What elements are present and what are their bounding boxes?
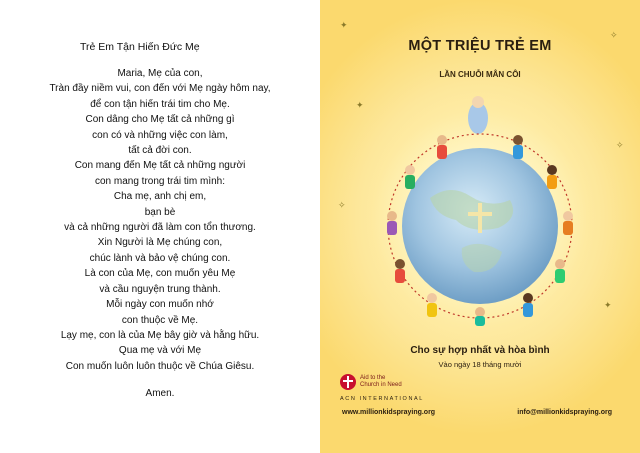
prayer-line: Mỗi ngày con muốn nhớ <box>106 299 214 311</box>
sparkle-icon: ✧ <box>338 200 346 210</box>
prayer-line: con mang trong trái tim mình: <box>94 175 226 187</box>
cover-page <box>320 0 640 453</box>
tagline: Cho sự hợp nhất và hòa bình <box>410 345 550 356</box>
acn-logo <box>340 374 430 408</box>
prayer-line: Tràn đầy niềm vui, con đến với Mẹ ngày hôm nay, <box>49 83 271 95</box>
prayer-line: Con muốn luôn luôn thuộc về Chúa Giêsu. <box>65 360 255 372</box>
prayer-line: Lạy mẹ, con là của Mẹ bây giờ và hằng hữu. <box>60 329 260 341</box>
prayer-title: Trẻ Em Tận Hiến Đức Mẹ <box>80 41 200 53</box>
event-date: Vào ngày 18 tháng mười <box>438 360 522 369</box>
children-around-globe-illustration <box>370 88 590 328</box>
prayer-line: con thuộc về Mẹ. <box>121 314 199 326</box>
logo-line: Aid to the <box>360 375 386 381</box>
prayer-line: để con tận hiến trái tim cho Mẹ. <box>90 98 230 110</box>
sparkle-icon: ✦ <box>604 300 612 310</box>
prayer-line: Là con của Mẹ, con muốn yêu Mẹ <box>84 268 236 280</box>
logo-international: ACN INTERNATIONAL <box>340 396 424 402</box>
logo-line: Church in Need <box>360 382 402 388</box>
prayer-line: Qua mẹ và với Mẹ <box>118 345 202 357</box>
cover-title: MỘT TRIỆU TRẺ EM <box>408 38 552 54</box>
prayer-line: tất cả đời con. <box>128 145 192 157</box>
prayer-line: và cả những người đã làm con tổn thương. <box>64 222 256 234</box>
prayer-line: bạn bè <box>144 206 176 218</box>
sparkle-icon: ✧ <box>616 140 624 150</box>
cover-subtitle: LẦN CHUỖI MÂN CÔI <box>439 70 521 79</box>
prayer-line: Xin Người là Mẹ chúng con, <box>97 237 223 249</box>
sparkle-icon: ✦ <box>356 100 364 110</box>
sparkle-icon: ✧ <box>610 30 618 40</box>
prayer-line: chúc lành và bảo vệ chúng con. <box>89 252 231 264</box>
prayer-line: Cha mẹ, anh chị em, <box>113 191 207 203</box>
prayer-line: Maria, Mẹ của con, <box>117 68 203 79</box>
prayer-line: Con mang đến Mẹ tất cả những người <box>74 160 246 172</box>
website-link[interactable]: www.millionkidspraying.org <box>342 409 436 416</box>
email-link[interactable]: info@millionkidspraying.org <box>517 409 612 416</box>
prayer-line: và cầu nguyện trung thành. <box>99 283 221 295</box>
amen-text: Amen. <box>145 388 175 399</box>
prayer-line: con có và những việc con làm, <box>92 129 228 141</box>
prayer-line: Con dâng cho Mẹ tất cả những gì <box>85 114 235 126</box>
sparkle-icon: ✦ <box>340 20 348 30</box>
prayer-text <box>0 66 320 374</box>
